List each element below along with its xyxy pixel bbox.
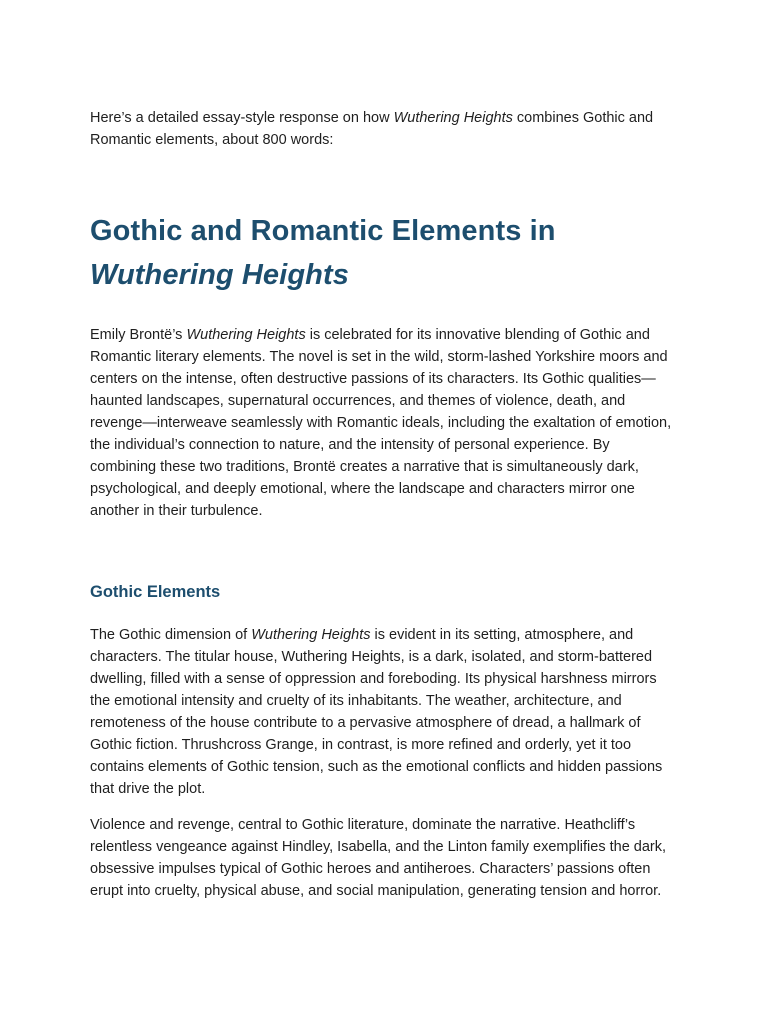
gothic-p1-title-italic: Wuthering Heights xyxy=(251,627,371,643)
intro-text-after: combines Gothic and Romantic elements, about 800 words: xyxy=(90,110,654,148)
lead-text-after: is celebrated for its innovative blending of Gothic and Romantic literary elements. The novel is set in the wild, storm-lashed Yorkshire moors and centers on the intense, often destructive passions of its characters. Its Gothic qualities—haunted landscapes, supernatural occurrences, and themes of violence, death, and revenge—interweave seamlessly with Romantic ideals, including the exaltation of emotion, the individual’s connection to nature, and the intensity of personal experience. By combining these two traditions, Brontë creates a narrative that is simultaneously dark, psychological, and deeply emotional, where the landscape and characters mirror one another in their turbulence. xyxy=(90,327,672,519)
lead-text-before: Emily Brontë’s xyxy=(90,327,187,343)
gothic-p1-text-before: The Gothic dimension of xyxy=(90,627,252,643)
gothic-paragraph-2: Violence and revenge, central to Gothic literature, dominate the narrative. Heathcliff’s relentless vengeance against Hindley, Isabella, and the Linton family exemplifies the dark, obsessive impulses typical of Gothic heroes and antiheroes. Characters’ passions often erupt into cruelty, physical abuse, and social manipulation, generating tension and horror. xyxy=(90,817,667,899)
page-title-line2: Wuthering Heights xyxy=(90,259,349,291)
gothic-elements-heading: Gothic Elements xyxy=(90,583,221,601)
intro-paragraph xyxy=(90,107,676,151)
gothic-paragraph-1 xyxy=(90,624,676,800)
intro-title-italic: Wuthering Heights xyxy=(393,110,513,126)
page-title xyxy=(90,209,676,297)
page-title-line1: Gothic and Romantic Elements in xyxy=(90,215,556,247)
lead-paragraph xyxy=(90,324,676,522)
lead-title-italic: Wuthering Heights xyxy=(186,327,306,343)
intro-text-before: Here’s a detailed essay-style response on how xyxy=(90,110,394,126)
gothic-p1-text-after: is evident in its setting, atmosphere, and characters. The titular house, Wuthering Heights, is a dark, isolated, and storm-battered dwelling, filled with a sense of oppression and foreboding. Its physical harshness mirrors the emotional intensity and cruelty of its inhabitants. The weather, architecture, and remoteness of the house contribute to a pervasive atmosphere of dread, a hallmark of Gothic fiction. Thrushcross Grange, in contrast, is more refined and orderly, yet it too contains elements of Gothic tension, such as the emotional conflicts and hidden passions that drive the plot. xyxy=(90,627,663,797)
